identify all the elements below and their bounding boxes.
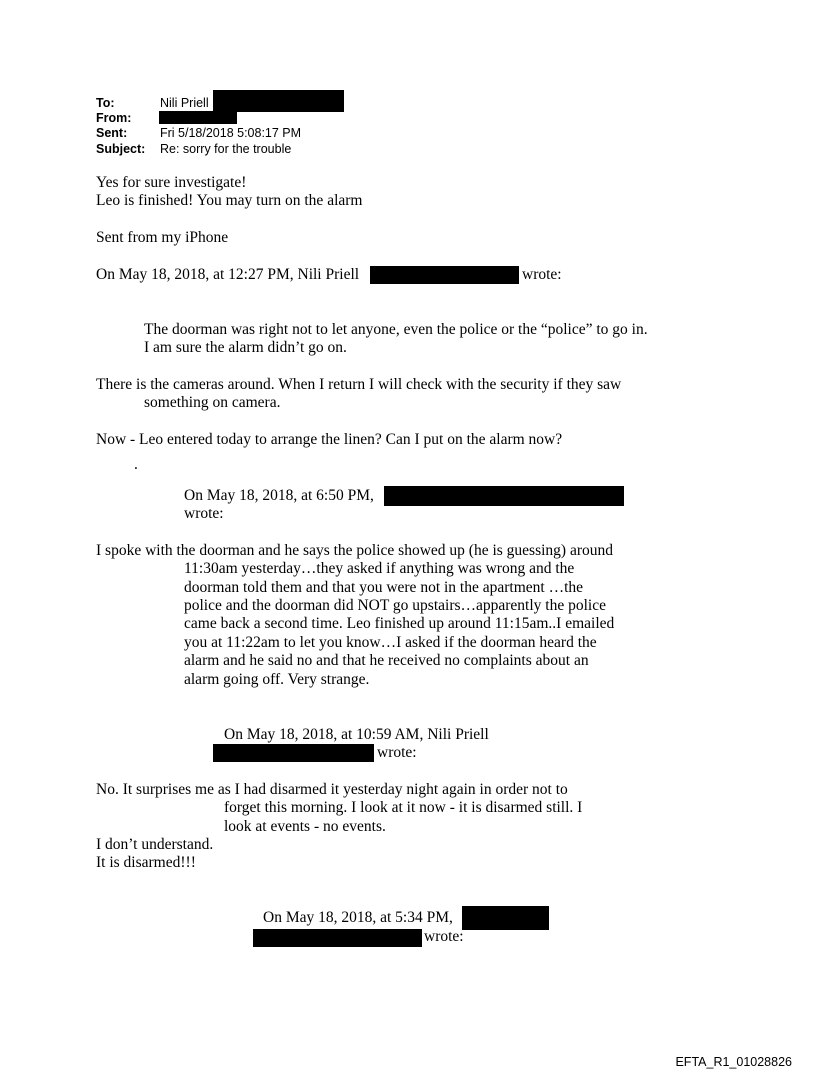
quote2-attribution: On May 18, 2018, at 6:50 PM, <box>184 487 374 504</box>
quote3-attribution-end: wrote: <box>377 744 417 761</box>
quote1-p1-line1: The doorman was right not to let anyone, even the police or the “police” to go in. <box>144 321 648 338</box>
quote3-line: look at events - no events. <box>224 818 386 835</box>
quote2-attribution-end: wrote: <box>184 505 224 522</box>
quote1-dot: . <box>134 456 138 473</box>
quote3-line: forget this morning. I look at it now - it is disarmed still. I <box>224 799 583 816</box>
quote1-p2-line2: something on camera. <box>144 394 281 411</box>
quote2-line: doorman told them and that you were not in the apartment …the <box>184 579 584 596</box>
quote3-line: No. It surprises me as I had disarmed it yesterday night again in order not to <box>96 781 568 798</box>
quote3-line: I don’t understand. <box>96 836 214 853</box>
to-value: Nili Priell <box>160 96 209 110</box>
quote1-p3-line1: Now - Leo entered today to arrange the linen? Can I put on the alarm now? <box>96 431 563 448</box>
from-label: From: <box>96 111 132 125</box>
subject-value: Re: sorry for the trouble <box>160 142 292 156</box>
quote3-attribution: On May 18, 2018, at 10:59 AM, Nili Priell <box>224 726 489 743</box>
redaction-block <box>213 90 344 112</box>
redaction-block <box>253 929 422 947</box>
redaction-block <box>370 266 519 284</box>
redaction-block <box>213 744 374 762</box>
reply-signature: Sent from my iPhone <box>96 229 229 246</box>
quote2-line: you at 11:22am to let you know…I asked if the doorman heard the <box>184 634 597 651</box>
to-label: To: <box>96 96 115 110</box>
redaction-block <box>159 111 237 124</box>
quote1-p2-line1: There is the cameras around. When I return I will check with the security if they saw <box>96 376 622 393</box>
reply-line-2: Leo is finished! You may turn on the alarm <box>96 192 363 209</box>
quote4-attribution-end: wrote: <box>424 928 464 945</box>
subject-label: Subject: <box>96 142 146 156</box>
quote1-attribution-end: wrote: <box>522 266 562 283</box>
quote4-attribution: On May 18, 2018, at 5:34 PM, <box>263 909 453 926</box>
redaction-block <box>462 906 549 930</box>
quote1-attribution: On May 18, 2018, at 12:27 PM, Nili Priell <box>96 266 360 283</box>
quote2-line: police and the doorman did NOT go upstairs…apparently the police <box>184 597 606 614</box>
bates-number: EFTA_R1_01028826 <box>675 1055 792 1069</box>
quote2-line: alarm and he said no and that he received no complaints about an <box>184 652 589 669</box>
sent-value: Fri 5/18/2018 5:08:17 PM <box>160 126 302 140</box>
quote2-line: I spoke with the doorman and he says the police showed up (he is guessing) around <box>96 542 613 559</box>
sent-label: Sent: <box>96 126 128 140</box>
quote2-line: came back a second time. Leo finished up around 11:15am..I emailed <box>184 615 615 632</box>
quote3-line: It is disarmed!!! <box>96 854 196 871</box>
quote2-line: alarm going off. Very strange. <box>184 671 370 688</box>
quote2-line: 11:30am yesterday…they asked if anything was wrong and the <box>184 560 575 577</box>
redaction-block <box>384 486 624 506</box>
quote1-p1-line2: I am sure the alarm didn’t go on. <box>144 339 347 356</box>
reply-line-1: Yes for sure investigate! <box>96 174 247 191</box>
